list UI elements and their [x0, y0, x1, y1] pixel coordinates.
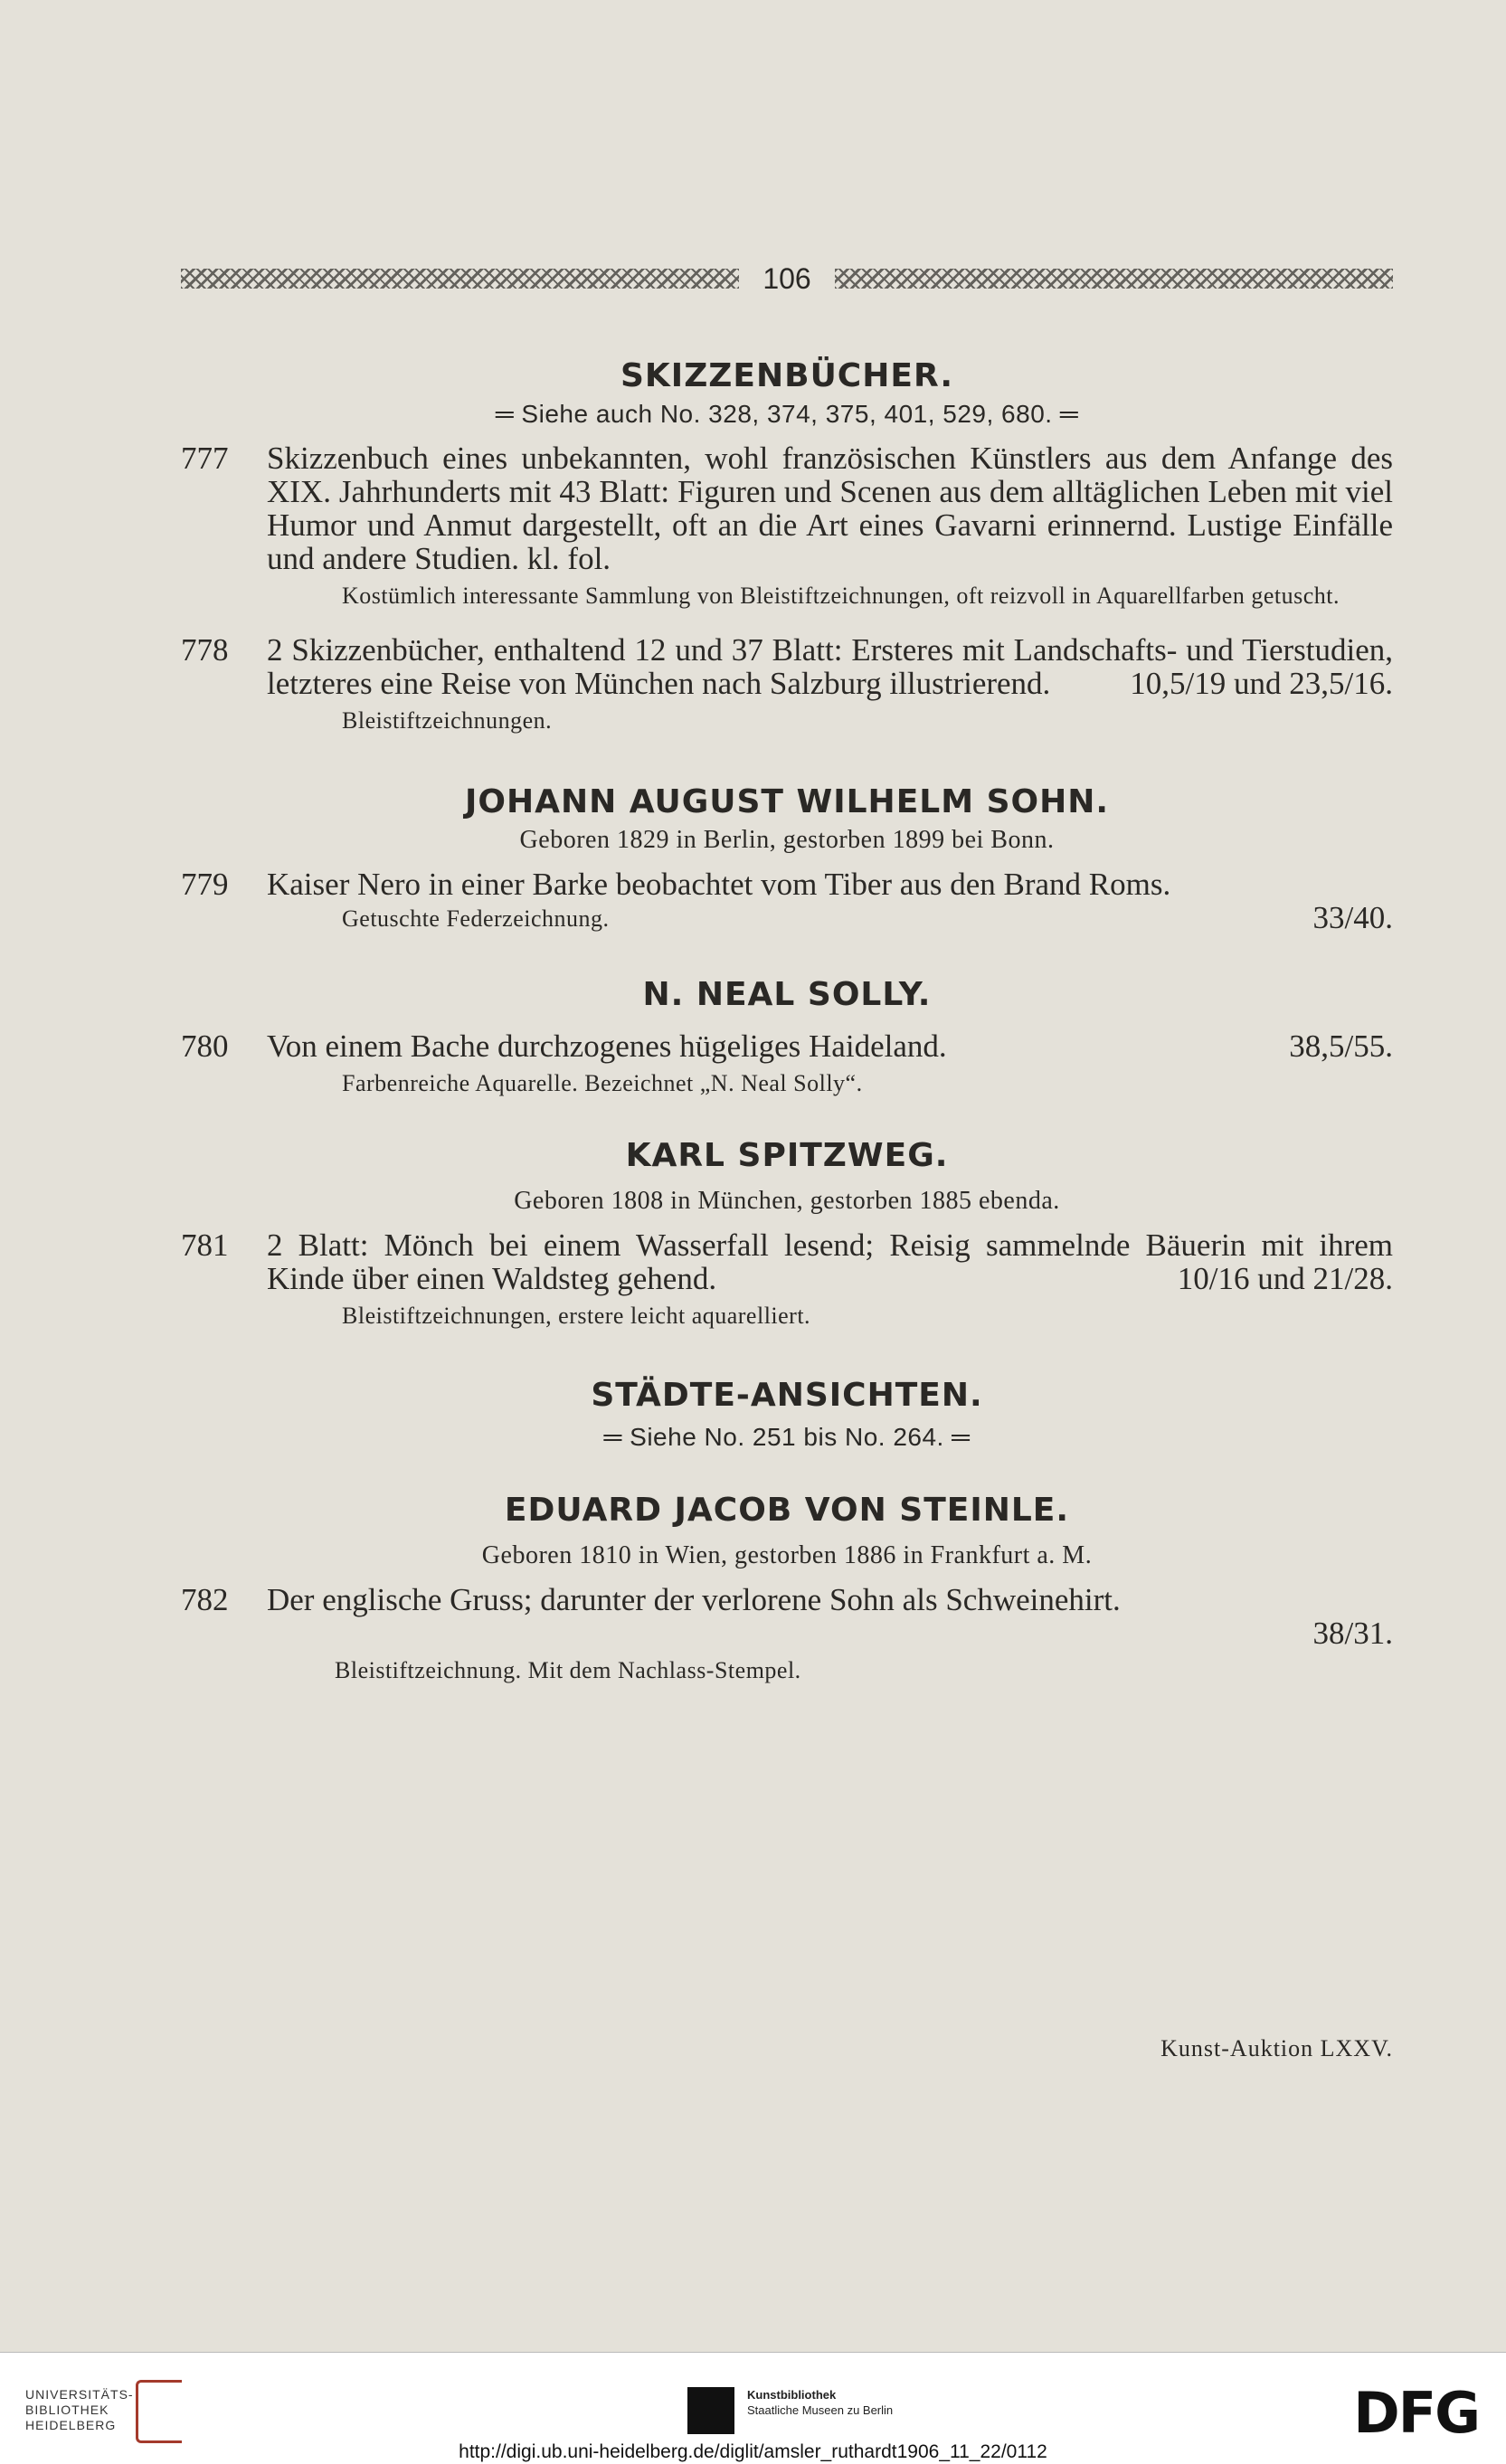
entry-number: 779 — [181, 867, 229, 902]
kunstbibliothek-label — [747, 2387, 893, 2418]
entry-note: Farbenreiche Aquarelle. Bezeichnet „N. Neal Solly“. — [342, 1070, 863, 1096]
entry-text: 2 Skizzenbücher, enthaltend 12 und 37 Blatt: Ersteres mit Landschafts- und Tierstudien, letzteres eine Reise von München nach Salzburg illustrierend. — [267, 632, 1393, 701]
ornament-left — [181, 269, 739, 289]
bio-steinle: Geboren 1810 in Wien, gestorben 1886 in Frankfurt a. M. — [481, 1541, 1093, 1569]
ub-heidelberg-logo[interactable] — [25, 2387, 134, 2433]
entry-number: 782 — [181, 1582, 229, 1617]
entry-number: 778 — [181, 632, 229, 668]
bio-spitzweg: Geboren 1808 in München, gestorben 1885 ebenda. — [514, 1187, 1060, 1215]
page-header — [181, 262, 1393, 295]
kb-sub: Staatliche Museen zu Berlin — [747, 2403, 894, 2417]
entry-body — [267, 1029, 1393, 1063]
entry-number: 777 — [181, 441, 229, 476]
entry-price: 10/16 und 21/28. — [1177, 1261, 1393, 1296]
section-title-staedte: STÄDTE-ANSICHTEN. — [591, 1377, 983, 1414]
entry-body — [267, 1228, 1393, 1295]
entry-text: 2 Blatt: Mönch bei einem Wasserfall lesend; Reisig sammelnde Bäuerin mit ihrem Kinde über einen Waldsteg gehend. — [267, 1227, 1393, 1296]
page-number: 106 — [762, 261, 811, 295]
section-title-solly: N. NEAL SOLLY. — [642, 976, 932, 1013]
entry-price: 33/40. — [1312, 900, 1393, 935]
ub-logo-line: BIBLIOTHEK — [25, 2402, 109, 2417]
entry-price: 10,5/19 und 23,5/16. — [1130, 666, 1393, 701]
entry-782 — [181, 1583, 1393, 1650]
kb-name: Kunstbibliothek — [747, 2388, 837, 2402]
ub-logo-line: HEIDELBERG — [25, 2418, 117, 2432]
see-also-skizzen: ═ Siehe auch No. 328, 374, 375, 401, 529, 680. ═ — [495, 400, 1079, 428]
entry-780 — [181, 1029, 1393, 1063]
entry-777 — [181, 441, 1393, 575]
viewer-footer-bar — [0, 2352, 1506, 2464]
see-also-staedte: ═ Siehe No. 251 bis No. 264. ═ — [603, 1423, 971, 1451]
entry-price: 38/31. — [1312, 1616, 1393, 1651]
entry-note: Kostümlich interessante Sammlung von Bleistiftzeichnungen, oft reizvoll in Aquarellfarben getuscht. — [342, 583, 1340, 609]
entry-text: Von einem Bache durchzogenes hügeliges Haideland. — [267, 1028, 947, 1064]
entry-note: Getuschte Federzeichnung. — [342, 905, 610, 932]
ub-emblem-icon — [136, 2380, 182, 2443]
section-title-steinle: EDUARD JACOB VON STEINLE. — [504, 1492, 1070, 1529]
kunstbibliothek-logo-icon[interactable] — [687, 2387, 734, 2434]
entry-text: Kaiser Nero in einer Barke beobachtet vom Tiber aus den Brand Roms. — [267, 867, 1171, 902]
entry-price: 38,5/55. — [1289, 1028, 1393, 1064]
permalink-url[interactable]: http://digi.ub.uni-heidelberg.de/diglit/amsler_ruthardt1906_11_22/0112 — [459, 2441, 1047, 2462]
entry-781 — [181, 1228, 1393, 1295]
section-title-spitzweg: KARL SPITZWEG. — [625, 1137, 949, 1174]
entry-body — [267, 1583, 1393, 1650]
entry-text: Der englische Gruss; darunter der verlorene Sohn als Schweinehirt. — [267, 1582, 1121, 1617]
entry-note: Bleistiftzeichnung. Mit dem Nachlass-Stempel. — [335, 1657, 801, 1683]
entry-number: 781 — [181, 1227, 229, 1263]
entry-778 — [181, 633, 1393, 700]
entry-note: Bleistiftzeichnungen, erstere leicht aquarelliert. — [342, 1303, 811, 1329]
page-content — [181, 357, 1393, 1686]
ub-logo-line: UNIVERSITÄTS- — [25, 2387, 134, 2402]
entry-number: 780 — [181, 1028, 229, 1064]
bio-sohn: Geboren 1829 in Berlin, gestorben 1899 bei Bonn. — [519, 826, 1055, 854]
dfg-logo[interactable]: DFG — [1353, 2380, 1479, 2446]
footer-signature: Kunst-Auktion LXXV. — [1160, 2035, 1393, 2061]
section-title-sohn: JOHANN AUGUST WILHELM SOHN. — [464, 783, 1110, 820]
entry-note: Bleistiftzeichnungen. — [342, 707, 553, 734]
entry-text: Skizzenbuch eines unbekannten, wohl französischen Künstlers aus dem Anfange des XIX. Jahrhunderts mit 43 Blatt: Figuren und Scenen aus dem alltäglichen Leben mit viel Humor und Anmut dargestellt, oft an die Art eines Gavarni erinnernd. Lustige Einfälle und andere Studien. kl. fol. — [267, 441, 1393, 576]
section-title-skizzenbuecher: SKIZZENBÜCHER. — [620, 357, 954, 394]
ornament-right — [835, 269, 1393, 289]
entry-body — [267, 633, 1393, 700]
